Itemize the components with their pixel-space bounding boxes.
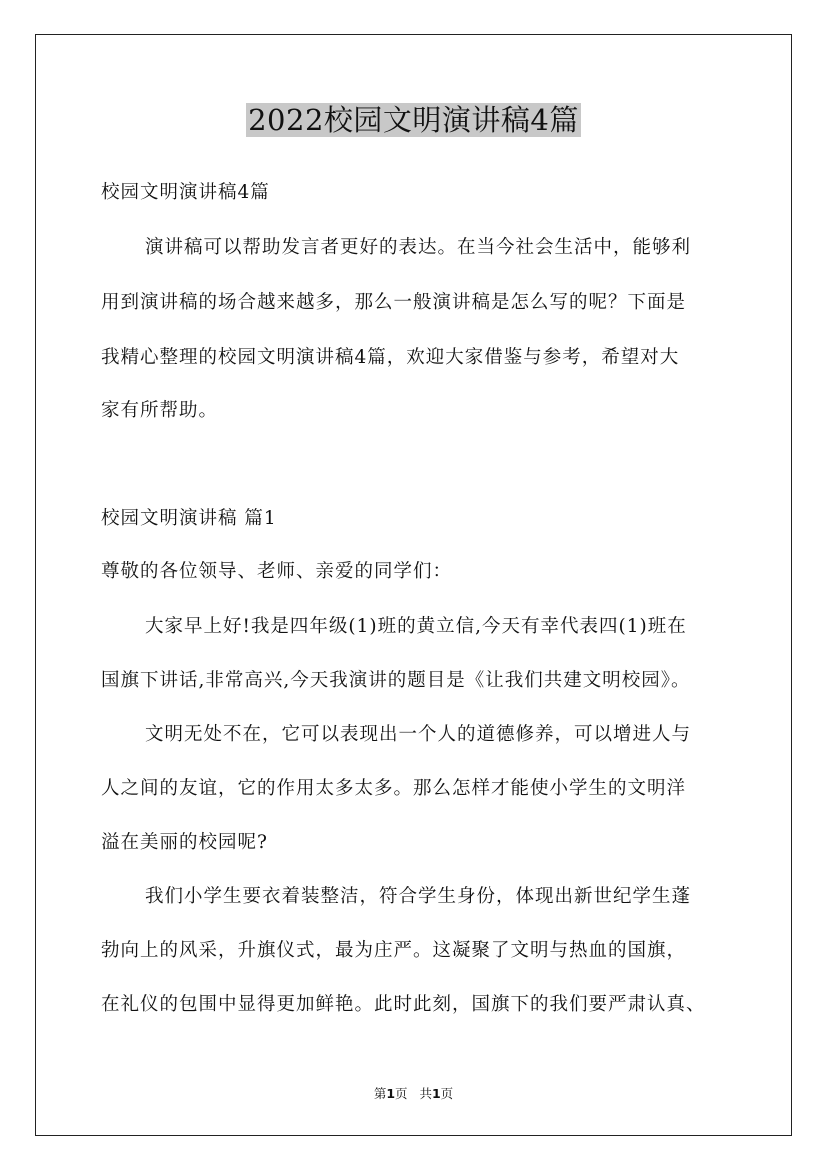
body-line: 国旗下讲话,非常高兴,今天我演讲的题目是《让我们共建文明校园》。: [101, 670, 691, 691]
footer-total-pages: 1: [431, 1086, 441, 1101]
page-footer: [0, 1084, 827, 1102]
footer-suffix: 页: [440, 1086, 454, 1101]
intro-line: 家有所帮助。: [101, 400, 219, 421]
body-line: 在礼仪的包围中显得更加鲜艳。此时此刻，国旗下的我们要严肃认真、: [101, 994, 706, 1015]
greeting: 尊敬的各位领导、老师、亲爱的同学们：: [101, 561, 453, 582]
body-line: 文明无处不在，它可以表现出一个人的道德修养，可以增进人与: [145, 724, 692, 745]
body-line: 勃向上的风采，升旗仪式，最为庄严。这凝聚了文明与热血的国旗，: [101, 940, 687, 961]
footer-middle: 页 共: [395, 1086, 432, 1101]
intro-line: 我精心整理的校园文明演讲稿4篇，欢迎大家借鉴与参考，希望对大: [101, 347, 680, 368]
intro-line: 演讲稿可以帮助发言者更好的表达。在当今社会生活中，能够利: [145, 237, 692, 258]
body-line: 我们小学生要衣着装整洁，符合学生身份，体现出新世纪学生蓬: [145, 886, 692, 907]
subtitle: 校园文明演讲稿4篇: [101, 182, 270, 203]
body-line: 大家早上好!我是四年级(1)班的黄立信,今天有幸代表四(1)班在: [145, 616, 687, 637]
footer-page-number: 1: [386, 1086, 396, 1101]
title-text: 2022校园文明演讲稿4篇: [248, 103, 579, 137]
footer-prefix: 第: [373, 1086, 387, 1101]
body-line: 人之间的友谊，它的作用太多太多。那么怎样才能使小学生的文明洋: [101, 778, 687, 799]
document-title: [0, 98, 827, 142]
body-line: 溢在美丽的校园呢?: [101, 832, 268, 853]
section-heading: 校园文明演讲稿 篇1: [101, 508, 277, 529]
intro-line: 用到演讲稿的场合越来越多，那么一般演讲稿是怎么写的呢？下面是: [101, 292, 687, 313]
